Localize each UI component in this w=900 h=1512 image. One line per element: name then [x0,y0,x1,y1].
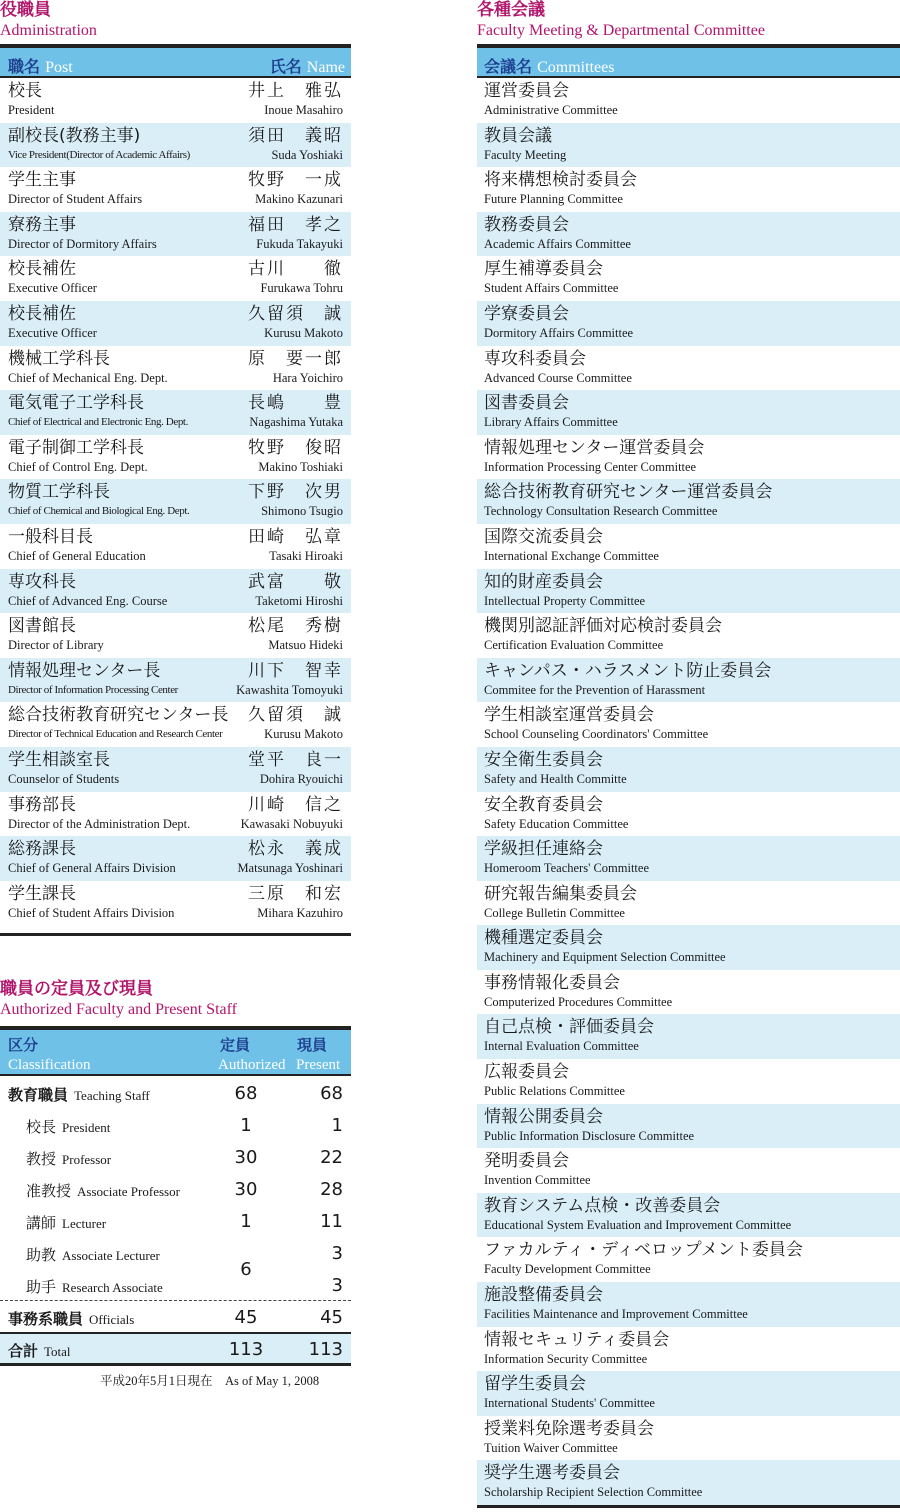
committee-name: 学寮委員会 [484,303,569,324]
post-title: 校長補佐 [8,303,76,324]
person-name-en: Tasaki Hiroaki [269,548,343,563]
committee-row [477,1460,900,1505]
person-name: 下野 次男 [248,482,343,503]
post-title: 校長補佐 [8,259,76,280]
person-name-en: Makino Toshiaki [258,459,343,474]
post-title: 副校長(教務主事) [8,125,141,146]
post-title: 機械工学科長 [8,348,110,369]
committee-row [477,1059,900,1104]
committee-row [477,123,900,168]
committee-name-en: College Bulletin Committee [484,905,625,920]
person-name: 川下 智幸 [248,660,343,681]
person-name: 松尾 秀樹 [248,616,343,637]
post-title: 物質工学科長 [8,482,110,503]
committee-name-en: Faculty Development Committee [484,1262,651,1277]
committee-name-en: Dormitory Affairs Committee [484,325,634,340]
sub-ja: 教授 [26,1150,57,1168]
post-title-en: Chief of Student Affairs Division [8,905,175,920]
committee-row [477,435,900,480]
committee-row [477,524,900,569]
head-class-en: Classification [8,1057,91,1073]
committee-name: 安全衛生委員会 [484,749,603,770]
sub-authorized: 1 [240,1115,252,1136]
admin-row [0,881,351,926]
person-name: 福田 孝之 [248,214,343,235]
post-title-en: Director of Dormitory Affairs [8,236,157,251]
committee-name-en: Homeroom Teachers' Committee [484,861,649,876]
teaching-en: Teaching Staff [74,1088,150,1103]
teaching-ja: 教育職員 [8,1086,69,1104]
admin-title-ja: 役職員 [0,0,51,20]
sub-present: 1 [331,1115,343,1136]
committees-title-ja: 各種会議 [477,0,545,20]
admin-row [0,346,351,391]
post-title: 学生相談室長 [8,749,110,770]
admin-row [0,167,351,212]
post-title-en: Chief of Electrical and Electronic Eng. Dept. [8,416,188,429]
committees-table-header [477,44,900,78]
post-title-en: Chief of Advanced Eng. Course [8,593,168,608]
as-of-date: 平成20年5月1日現在 As of May 1, 2008 [100,1374,320,1388]
person-name: 井上 雅弘 [248,81,343,101]
committees-title-en: Faculty Meeting & Departmental Committee [477,22,765,39]
person-name: 原 要一郎 [248,348,343,369]
committee-name: 授業料免除選考委員会 [484,1418,654,1439]
post-title-en: Chief of General Education [8,548,146,563]
post-title: 電子制御工学科長 [8,437,144,458]
person-name-en: Suda Yoshiaki [271,147,343,162]
head-auth-ja: 定員 [220,1036,251,1054]
committees-section-title [477,0,765,42]
staff-table-header [0,1026,351,1076]
person-name: 武富 敬 [248,571,343,592]
admin-table-bottom-rule [0,933,351,936]
committee-name: 機種選定委員会 [484,928,603,949]
admin-row [0,390,351,435]
committee-name: 学級担任連絡会 [484,839,603,860]
post-title: 専攻科長 [8,571,76,592]
person-name-en: Kawasaki Nobuyuki [240,816,343,831]
post-title-en: Chief of Mechanical Eng. Dept. [8,370,168,385]
committee-name: 学生相談室運営委員会 [484,705,654,726]
committee-name-en: Administrative Committee [484,103,618,117]
sub-en: Professor [62,1152,112,1167]
teaching-present: 68 [320,1083,343,1104]
committee-row [477,1371,900,1416]
committee-name-en: Educational System Evaluation and Improvement Committee [484,1217,792,1232]
dotted-divider [0,1300,351,1301]
committee-name-en: Intellectual Property Committee [484,593,646,608]
officials-present: 45 [320,1307,343,1328]
committee-row [477,1193,900,1238]
staff-row-associate-professor [0,1174,351,1206]
head-name-en: Name [306,59,345,76]
admin-row [0,435,351,480]
committee-name-en: Academic Affairs Committee [484,236,631,251]
committee-name-en: Safety and Health Committe [484,771,627,786]
head-name-ja: 氏名 [269,57,302,76]
committee-name-en: Internal Evaluation Committee [484,1039,639,1054]
post-title: 総務課長 [8,839,76,860]
teaching-authorized: 68 [234,1083,258,1104]
committee-name-en: Student Affairs Committee [484,281,619,296]
committee-name: 研究報告編集委員会 [484,883,637,904]
person-name-en: Mihara Kazuhiro [257,905,343,920]
committee-name-en: Machinery and Equipment Selection Committee [484,950,726,965]
admin-row [0,792,351,837]
post-title-en: Executive Officer [8,325,97,340]
committee-row [477,1327,900,1372]
sub-present: 11 [320,1211,343,1232]
person-name: 堂平 良一 [248,749,343,770]
committee-row [477,167,900,212]
admin-row [0,301,351,346]
head-post-ja: 職名 [8,57,41,76]
officials-ja: 事務系職員 [8,1310,84,1328]
staff-title-en: Authorized Faculty and Present Staff [0,1001,237,1018]
admin-row [0,569,351,614]
committee-name: 厚生補導委員会 [484,259,603,280]
head-class-ja: 区分 [8,1036,39,1054]
committee-name: 自己点検・評価委員会 [484,1017,654,1038]
committee-name-en: Public Relations Committee [484,1084,625,1099]
sub-en: President [62,1120,111,1135]
sub-authorized: 1 [240,1211,252,1232]
committees-head-en: Committees [537,59,615,76]
person-name-en: Kurusu Makoto [264,727,343,742]
committees-rows [477,78,900,1505]
committee-name: 教務委員会 [484,214,569,235]
head-post-en: Post [45,59,73,76]
post-title-en: Executive Officer [8,281,97,296]
committee-name: キャンパス・ハラスメント防止委員会 [484,660,772,681]
admin-rows [0,78,351,925]
sub-ja: 助教 [26,1246,57,1264]
person-name: 久留須 誠 [248,303,343,324]
committee-name: 総合技術教育研究センター運営委員会 [484,482,773,503]
teaching-staff-row [0,1078,351,1110]
post-title-en: President [8,103,55,117]
person-name-en: Nagashima Yutaka [249,415,343,430]
person-name-en: Makino Kazunari [255,192,343,207]
committee-name-en: Commitee for the Prevention of Harassment [484,682,706,697]
person-name: 牧野 俊昭 [248,437,343,458]
combined-authorized-cell [0,1254,351,1286]
committee-name: 留学生委員会 [484,1374,586,1395]
officials-authorized: 45 [234,1307,258,1328]
admin-row [0,524,351,569]
committees-head-ja: 会議名 [484,57,533,76]
committee-name-en: Invention Committee [484,1173,591,1188]
person-name-en: Dohira Ryouichi [259,771,343,786]
sub-en: Associate Professor [77,1184,180,1199]
committee-name: 教育システム点検・改善委員会 [484,1195,721,1216]
post-title-en: Vice President(Director of Academic Affairs) [8,148,190,161]
person-name: 牧野 一成 [248,170,343,191]
post-title-en: Chief of General Affairs Division [8,861,176,876]
sub-present: 28 [320,1179,343,1200]
committee-row [477,212,900,257]
committee-row [477,1104,900,1149]
officials-en: Officials [89,1312,135,1327]
committee-name: 知的財産委員会 [484,571,603,592]
sub-ja: 助手 [26,1278,57,1296]
admin-row [0,212,351,257]
post-title: 一般科目長 [8,526,93,547]
committee-row [477,1282,900,1327]
committee-name: 情報公開委員会 [484,1106,603,1127]
person-name-en: Hara Yoichiro [272,370,343,385]
committee-row [477,658,900,703]
committee-row [477,613,900,658]
admin-row [0,747,351,792]
committee-row [477,881,900,926]
committee-name: 奨学生選考委員会 [484,1463,620,1484]
committee-name-en: Tuition Waiver Committee [484,1440,618,1455]
committee-row [477,836,900,881]
staff-row-professor [0,1142,351,1174]
committee-name: 専攻科委員会 [484,348,586,369]
committee-name-en: Future Planning Committee [484,192,623,207]
committees-table-bottom-rule [477,1505,900,1508]
post-title-en: Chief of Chemical and Biological Eng. Dept. [8,505,190,518]
committee-row [477,78,900,123]
admin-row [0,256,351,301]
officials-row [0,1302,351,1334]
sub-ja: 講師 [26,1214,57,1232]
committee-row [477,569,900,614]
committee-name-en: Facilities Maintenance and Improvement Committee [484,1307,748,1322]
head-present-ja: 現員 [297,1036,328,1054]
committee-name-en: Safety Education Committee [484,816,629,831]
admin-row [0,702,351,747]
committee-name: 将来構想検討委員会 [484,170,637,191]
committee-row [477,1416,900,1461]
person-name-en: Taketomi Hiroshi [255,593,343,608]
committee-name-en: International Students' Committee [484,1396,655,1411]
committee-row [477,1148,900,1193]
committee-name-en: Library Affairs Committee [484,415,618,430]
person-name: 須田 義昭 [248,125,343,146]
committee-name: ファカルティ・ディベロップメント委員会 [484,1240,803,1261]
staff-section-title [0,979,237,1021]
committee-row [477,479,900,524]
committee-name: 安全教育委員会 [484,794,603,815]
committee-name-en: Technology Consultation Research Committee [484,504,718,519]
committee-name-en: Information Security Committee [484,1351,648,1366]
committee-row [477,702,900,747]
committee-name-en: Scholarship Recipient Selection Committee [484,1485,703,1500]
committee-name-en: School Counseling Coordinators' Committee [484,727,709,742]
post-title-en: Director of Information Processing Center [8,683,178,696]
admin-row [0,836,351,881]
sub-en: Research Associate [62,1280,163,1295]
committees-table [477,44,900,1508]
committee-row [477,925,900,970]
admin-row [0,78,351,123]
person-name-en: Fukuda Takayuki [256,236,343,251]
committee-name: 機関別認証評価対応検討委員会 [484,616,722,637]
sub-present: 22 [320,1147,343,1168]
committee-row [477,970,900,1015]
post-title: 総合技術教育研究センター長 [8,705,229,726]
post-title: 情報処理センター長 [8,660,161,681]
person-name: 古川 徹 [248,259,343,280]
person-name-en: Shimono Tsugio [261,504,343,519]
post-title-en: Chief of Control Eng. Dept. [8,459,148,474]
committee-name-en: Information Processing Center Committee [484,459,697,474]
committee-name: 情報セキュリティ委員会 [484,1329,670,1350]
post-title-en: Director of Library [8,638,104,653]
person-name-en: Kurusu Makoto [264,325,343,340]
admin-section-title [0,0,97,42]
staff-title-ja: 職員の定員及び現員 [0,979,153,999]
post-title: 電気電子工学科長 [8,393,144,414]
combined-authorized: 6 [240,1259,252,1280]
committee-row [477,346,900,391]
sub-ja: 校長 [26,1118,57,1136]
committee-row [477,747,900,792]
post-title-en: Director of Student Affairs [8,192,143,207]
head-present-en: Present [296,1057,341,1073]
committee-row [477,792,900,837]
total-authorized: 113 [228,1339,264,1360]
person-name: 久留須 誠 [248,705,343,726]
person-name: 田崎 弘章 [248,526,343,547]
admin-table-header [0,44,351,78]
committee-row [477,256,900,301]
committee-row [477,1237,900,1282]
admin-row [0,123,351,168]
admin-row [0,479,351,524]
committee-name-en: Public Information Disclosure Committee [484,1128,695,1143]
staff-table [0,1026,351,1360]
head-auth-en: Authorized [218,1057,286,1073]
committee-name: 広報委員会 [484,1062,569,1083]
total-en: Total [44,1344,71,1359]
committee-name: 施設整備委員会 [484,1285,603,1306]
committee-name: 発明委員会 [484,1151,569,1172]
committee-name: 事務情報化委員会 [484,972,620,993]
admin-table [0,44,351,936]
post-title: 図書館長 [8,616,76,637]
person-name: 長嶋 豊 [248,393,343,414]
committee-name-en: Certification Evaluation Committee [484,638,664,653]
post-title-en: Director of the Administration Dept. [8,816,191,831]
staff-row-lecturer [0,1206,351,1238]
person-name-en: Matsunaga Yoshinari [237,861,343,876]
admin-row [0,613,351,658]
sub-authorized: 30 [234,1147,258,1168]
committee-row [477,1014,900,1059]
committee-name: 運営委員会 [484,81,569,101]
committee-name: 教員会議 [484,125,552,146]
post-title: 校長 [8,81,42,101]
committee-name-en: Advanced Course Committee [484,370,632,385]
committee-row [477,390,900,435]
person-name-en: Matsuo Hideki [268,638,343,653]
sub-en: Associate Lecturer [62,1248,160,1263]
committee-name-en: Computerized Procedures Committee [484,994,673,1009]
committee-name-en: Faculty Meeting [484,147,567,162]
committee-name-en: International Exchange Committee [484,548,659,563]
person-name-en: Kawashita Tomoyuki [236,682,343,697]
total-ja: 合計 [8,1342,39,1360]
post-title-en: Counselor of Students [8,771,120,786]
person-name: 松永 義成 [248,839,343,860]
post-title: 学生課長 [8,883,76,904]
person-name-en: Inoue Masahiro [264,103,343,117]
sub-present: 3 [331,1275,343,1296]
committee-row [477,301,900,346]
staff-row-president [0,1110,351,1142]
committee-name: 図書委員会 [484,393,569,414]
post-title: 学生主事 [8,170,76,191]
sub-ja: 准教授 [26,1182,72,1200]
post-title: 寮務主事 [8,214,76,235]
admin-row [0,658,351,703]
sub-present: 3 [331,1243,343,1264]
person-name: 三原 和宏 [248,883,343,904]
total-present: 113 [308,1339,343,1360]
person-name-en: Furukawa Tohru [260,281,343,296]
sub-authorized: 30 [234,1179,258,1200]
total-row [0,1332,351,1366]
post-title-en: Director of Technical Education and Research Center [8,728,223,741]
committee-name: 情報処理センター運営委員会 [484,437,705,458]
post-title: 事務部長 [8,794,76,815]
admin-title-en: Administration [0,22,97,39]
person-name: 川崎 信之 [248,794,343,815]
committee-name: 国際交流委員会 [484,526,603,547]
sub-en: Lecturer [62,1216,107,1231]
